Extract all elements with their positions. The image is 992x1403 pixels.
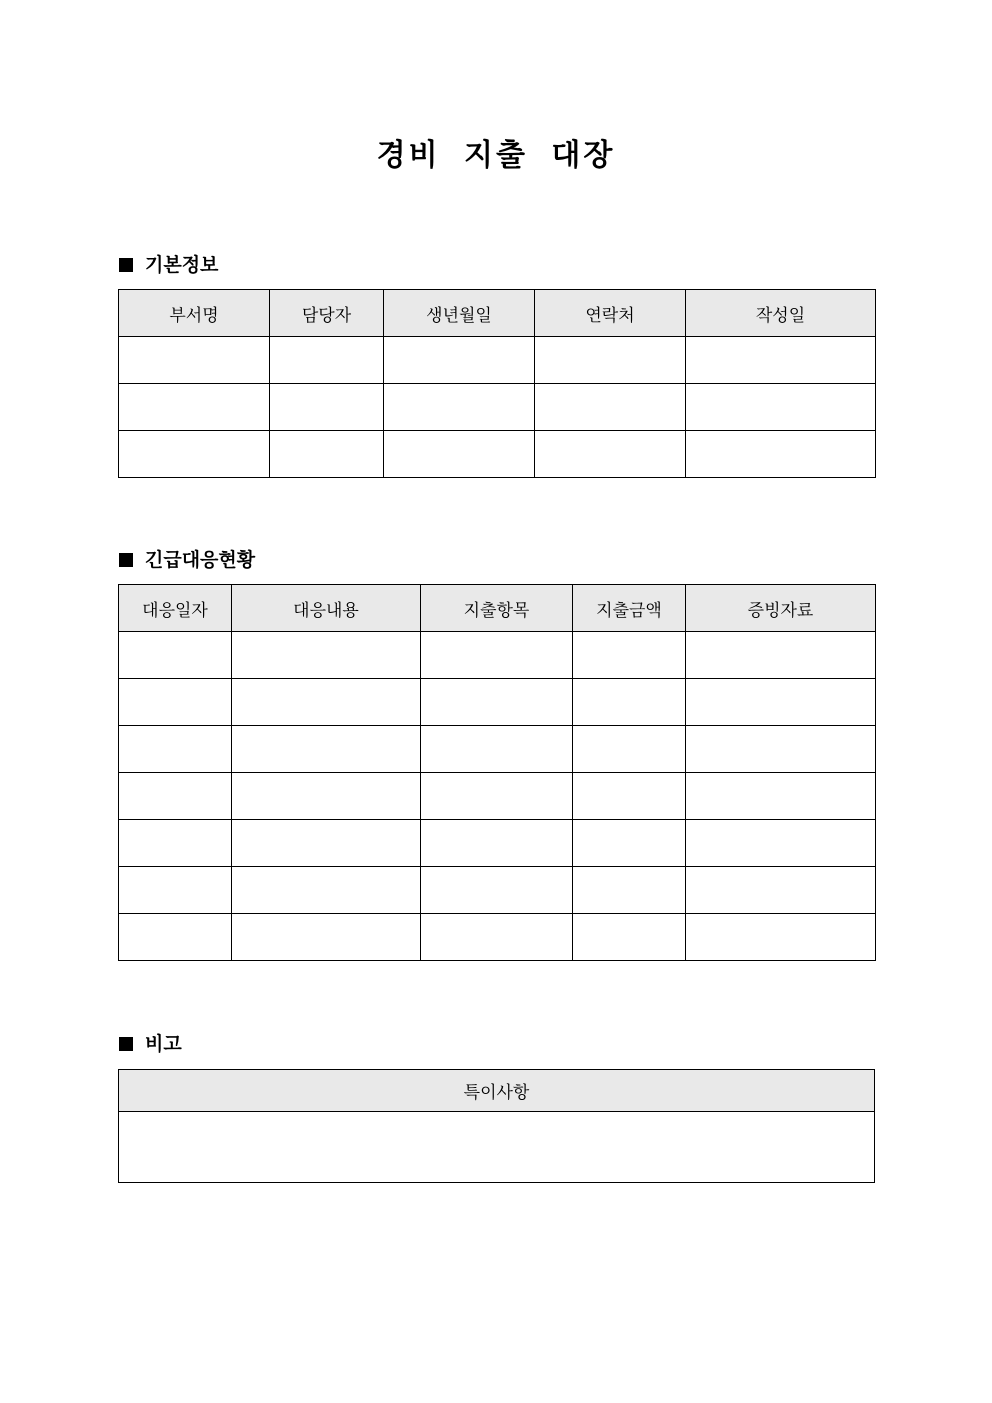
table-cell[interactable] (119, 820, 232, 867)
basic-info-table (118, 289, 876, 478)
table-cell[interactable] (535, 384, 686, 431)
table-cell[interactable] (232, 679, 421, 726)
table-cell[interactable] (535, 337, 686, 384)
table-cell[interactable] (119, 679, 232, 726)
table-row (119, 679, 876, 726)
table-cell[interactable] (119, 632, 232, 679)
section-heading-label: 비고 (145, 1033, 182, 1055)
table-row (119, 384, 876, 431)
section-heading-emergency (119, 548, 255, 572)
table-row (119, 773, 876, 820)
section-heading-remarks (119, 1032, 182, 1056)
table-cell[interactable] (384, 431, 535, 478)
table-cell[interactable] (573, 820, 686, 867)
table-cell[interactable] (686, 384, 876, 431)
column-header: 지출항목 (421, 585, 573, 632)
table-cell[interactable] (421, 632, 573, 679)
table-cell[interactable] (119, 384, 270, 431)
table-cell[interactable] (232, 726, 421, 773)
table-cell[interactable] (421, 914, 573, 961)
table-cell[interactable] (232, 867, 421, 914)
column-header: 담당자 (270, 290, 384, 337)
table-row (119, 914, 876, 961)
column-header: 대응일자 (119, 585, 232, 632)
column-header: 증빙자료 (686, 585, 876, 632)
section-heading-label: 긴급대응현황 (145, 549, 256, 571)
table-cell[interactable] (119, 867, 232, 914)
table-header-row (119, 585, 876, 632)
table-row (119, 726, 876, 773)
table-cell[interactable] (270, 384, 384, 431)
table-cell[interactable] (119, 337, 270, 384)
table-cell[interactable] (686, 431, 876, 478)
table-cell[interactable] (119, 914, 232, 961)
table-cell[interactable] (686, 773, 876, 820)
table-cell[interactable] (573, 867, 686, 914)
remarks-content-cell[interactable] (119, 1112, 875, 1183)
column-header: 연락처 (535, 290, 686, 337)
table-cell[interactable] (686, 867, 876, 914)
table-cell[interactable] (421, 773, 573, 820)
table-cell[interactable] (421, 726, 573, 773)
table-row (119, 820, 876, 867)
table-header-row (119, 1070, 875, 1112)
table-cell[interactable] (384, 384, 535, 431)
table-cell[interactable] (573, 914, 686, 961)
table-row (119, 867, 876, 914)
section-heading-basic (119, 253, 218, 277)
table-cell[interactable] (119, 773, 232, 820)
table-cell[interactable] (232, 632, 421, 679)
table-cell[interactable] (270, 337, 384, 384)
table-cell[interactable] (686, 820, 876, 867)
table-cell[interactable] (686, 726, 876, 773)
emergency-response-table (118, 584, 876, 961)
table-cell[interactable] (686, 679, 876, 726)
table-cell[interactable] (421, 679, 573, 726)
table-cell[interactable] (535, 431, 686, 478)
square-bullet-icon (119, 1037, 133, 1051)
table-cell[interactable] (421, 867, 573, 914)
table-cell[interactable] (270, 431, 384, 478)
table-cell[interactable] (421, 820, 573, 867)
table-row (119, 632, 876, 679)
table-cell[interactable] (573, 773, 686, 820)
column-header: 지출금액 (573, 585, 686, 632)
table-row (119, 1112, 875, 1183)
table-cell[interactable] (232, 914, 421, 961)
page-title: 경비 지출 대장 (376, 138, 616, 173)
table-cell[interactable] (119, 726, 232, 773)
remarks-table (118, 1069, 875, 1183)
table-cell[interactable] (573, 632, 686, 679)
table-cell[interactable] (232, 820, 421, 867)
table-row (119, 337, 876, 384)
column-header: 부서명 (119, 290, 270, 337)
table-cell[interactable] (232, 773, 421, 820)
section-heading-label: 기본정보 (145, 254, 219, 276)
table-cell[interactable] (686, 914, 876, 961)
table-cell[interactable] (119, 431, 270, 478)
column-header: 특이사항 (119, 1070, 875, 1112)
table-cell[interactable] (573, 726, 686, 773)
table-cell[interactable] (384, 337, 535, 384)
column-header: 작성일 (686, 290, 876, 337)
column-header: 생년월일 (384, 290, 535, 337)
square-bullet-icon (119, 258, 133, 272)
table-cell[interactable] (686, 337, 876, 384)
square-bullet-icon (119, 553, 133, 567)
table-cell[interactable] (686, 632, 876, 679)
table-header-row (119, 290, 876, 337)
column-header: 대응내용 (232, 585, 421, 632)
table-cell[interactable] (573, 679, 686, 726)
table-row (119, 431, 876, 478)
